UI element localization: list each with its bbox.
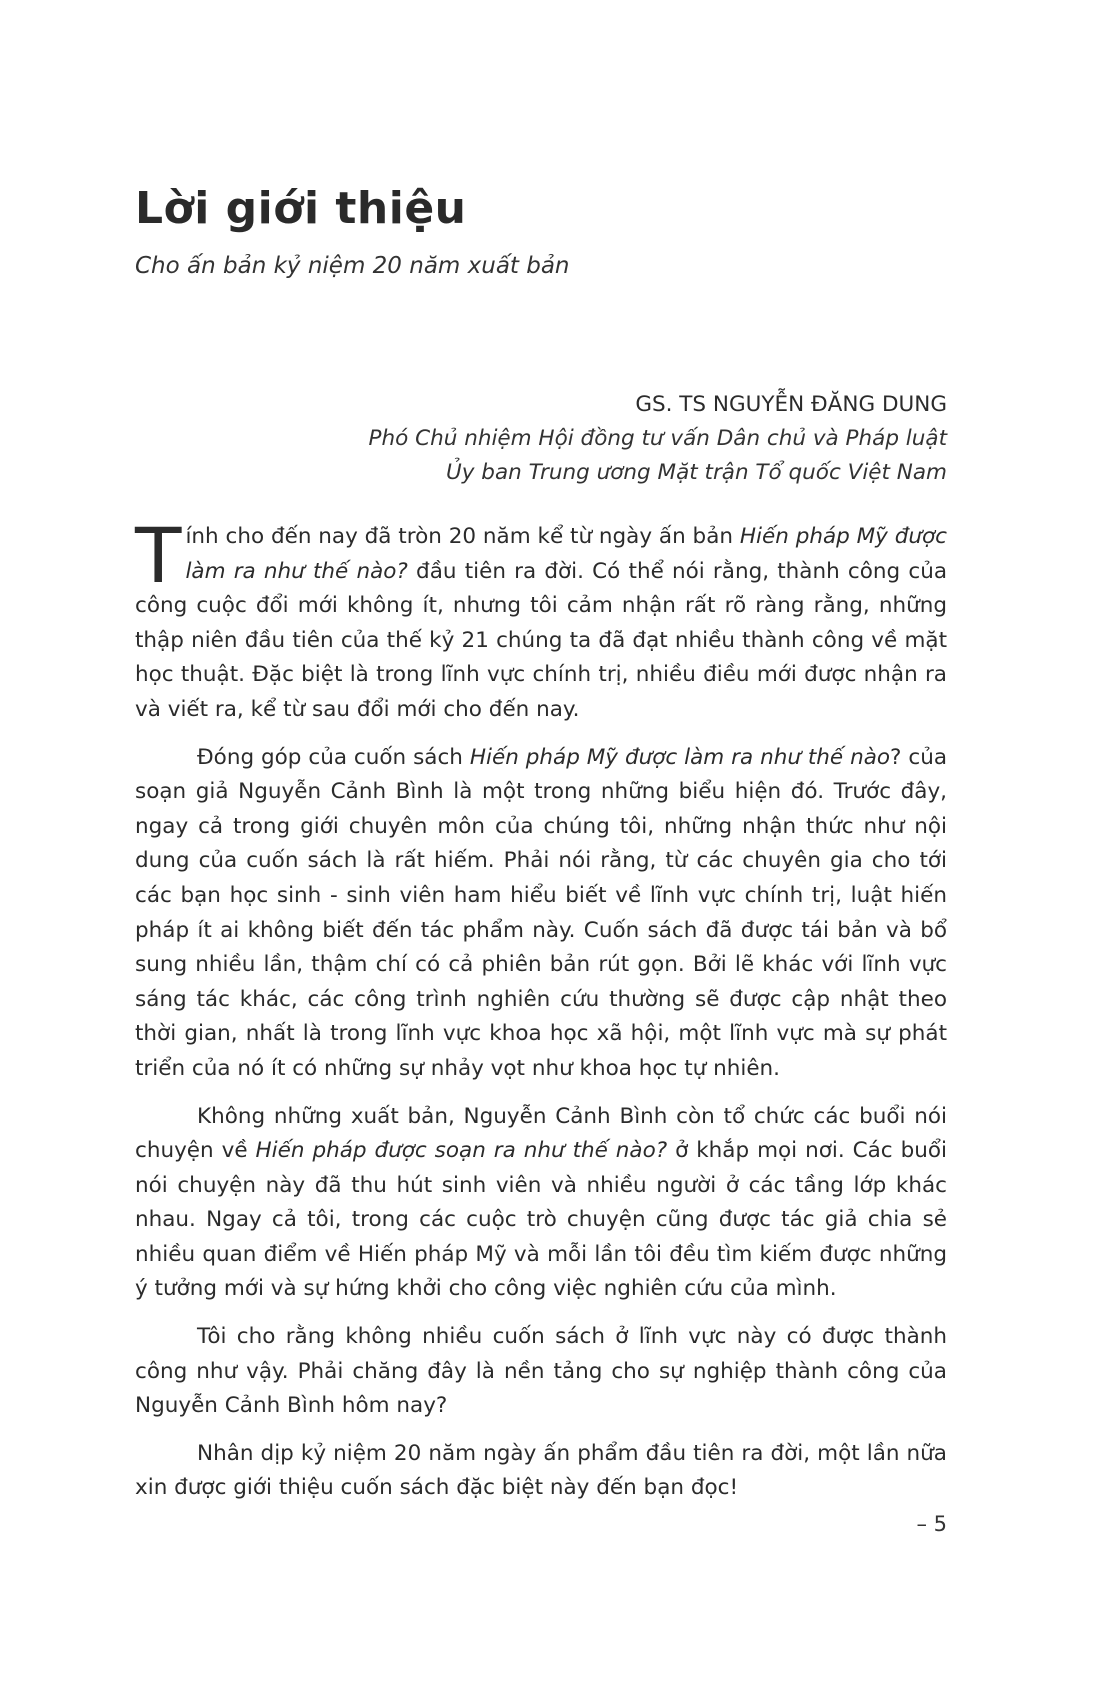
paragraph-5: Nhân dịp kỷ niệm 20 năm ngày ấn phẩm đầu tiên ra đời, một lần nữa xin được giới thiệu cuốn sách đặc biệt này đến bạn đọc! <box>135 1440 947 1501</box>
paragraph-3-text-b: ở khắp mọi nơi. Các buổi nói chuyện này đã thu hút sinh viên và nhiều người ở các tầng lớp khác nhau. Ngay cả tôi, trong các cuộc trò chuyện cũng được tác giả chia sẻ nhiều quan điểm về Hiến pháp Mỹ và mỗi lần tôi đều tìm kiếm được những ý tưởng mới và sự hứng khởi cho công việc nghiên cứu của mình. <box>135 1138 947 1302</box>
page-number: – 5 <box>916 1512 947 1536</box>
author-name: GS. TS NGUYỄN ĐĂNG DUNG <box>635 392 947 417</box>
paragraph-1-text-a: ính cho đến nay đã tròn 20 năm kể từ ngày ấn bản <box>185 524 740 549</box>
author-role-line-1: Phó Chủ nhiệm Hội đồng tư vấn Dân chủ và Pháp luật <box>368 426 947 451</box>
paragraph-4: Tôi cho rằng không nhiều cuốn sách ở lĩnh vực này có được thành công như vậy. Phải chăng đây là nền tảng cho sự nghiệp thành công của Nguyễn Cảnh Bình hôm nay? <box>135 1324 947 1419</box>
paragraph-2 <box>135 741 947 1087</box>
paragraph-1 <box>135 511 947 728</box>
paragraph-3 <box>135 1100 947 1308</box>
book-title-italic: Hiến pháp Mỹ được làm ra như thế nào? <box>185 524 947 584</box>
page-subtitle: Cho ấn bản kỷ niệm 20 năm xuất bản <box>135 253 570 279</box>
page-title: Lời giới thiệu <box>135 183 467 234</box>
paragraph-2-text-a: Đóng góp của cuốn sách <box>197 744 470 770</box>
body-text <box>135 511 948 1519</box>
talk-title-italic: Hiến pháp được soạn ra như thế nào? <box>255 1138 668 1164</box>
book-title-italic: Hiến pháp Mỹ được làm ra như thế nào <box>469 744 891 770</box>
paragraph-2-text-b: ? của soạn giả Nguyễn Cảnh Bình là một trong những biểu hiện đó. Trước đây, ngay cả trong giới chuyên môn của chúng tôi, những nhận thức như nội dung của cuốn sách là rất hiếm. Phải nói rằng, từ các chuyên gia cho tới các bạn học sinh - sinh viên ham hiểu biết về lĩnh vực chính trị, luật hiến pháp ít ai không biết đến tác phẩm này. Cuốn sách đã được tái bản và bổ sung nhiều lần, thậm chí có cả phiên bản rút gọn. Bởi lẽ khác với lĩnh vực sáng tác khác, các công trình nghiên cứu thường sẽ được cập nhật theo thời gian, nhất là trong lĩnh vực khoa học xã hội, một lĩnh vực mà sự phát triển của nó ít có những sự nhảy vọt như khoa học tự nhiên. <box>135 744 948 1081</box>
paragraph-3-text-a: Không những xuất bản, Nguyễn Cảnh Bình còn tổ chức các buổi nói chuyện về <box>135 1103 947 1164</box>
paragraph-1-text-b: đầu tiên ra đời. Có thể nói rằng, thành công của công cuộc đổi mới không ít, nhưng tôi cảm nhận rất rõ ràng rằng, những thập niên đầu tiên của thế kỷ 21 chúng ta đã đạt nhiều thành công về mặt học thuật. Đặc biệt là trong lĩnh vực chính trị, nhiều điều mới được nhận ra và viết ra, kể từ sau đổi mới cho đến nay. <box>135 558 947 722</box>
drop-cap: T <box>135 511 182 600</box>
author-role-line-2: Ủy ban Trung ương Mặt trận Tổ quốc Việt Nam <box>446 460 947 485</box>
author-block <box>135 388 947 490</box>
